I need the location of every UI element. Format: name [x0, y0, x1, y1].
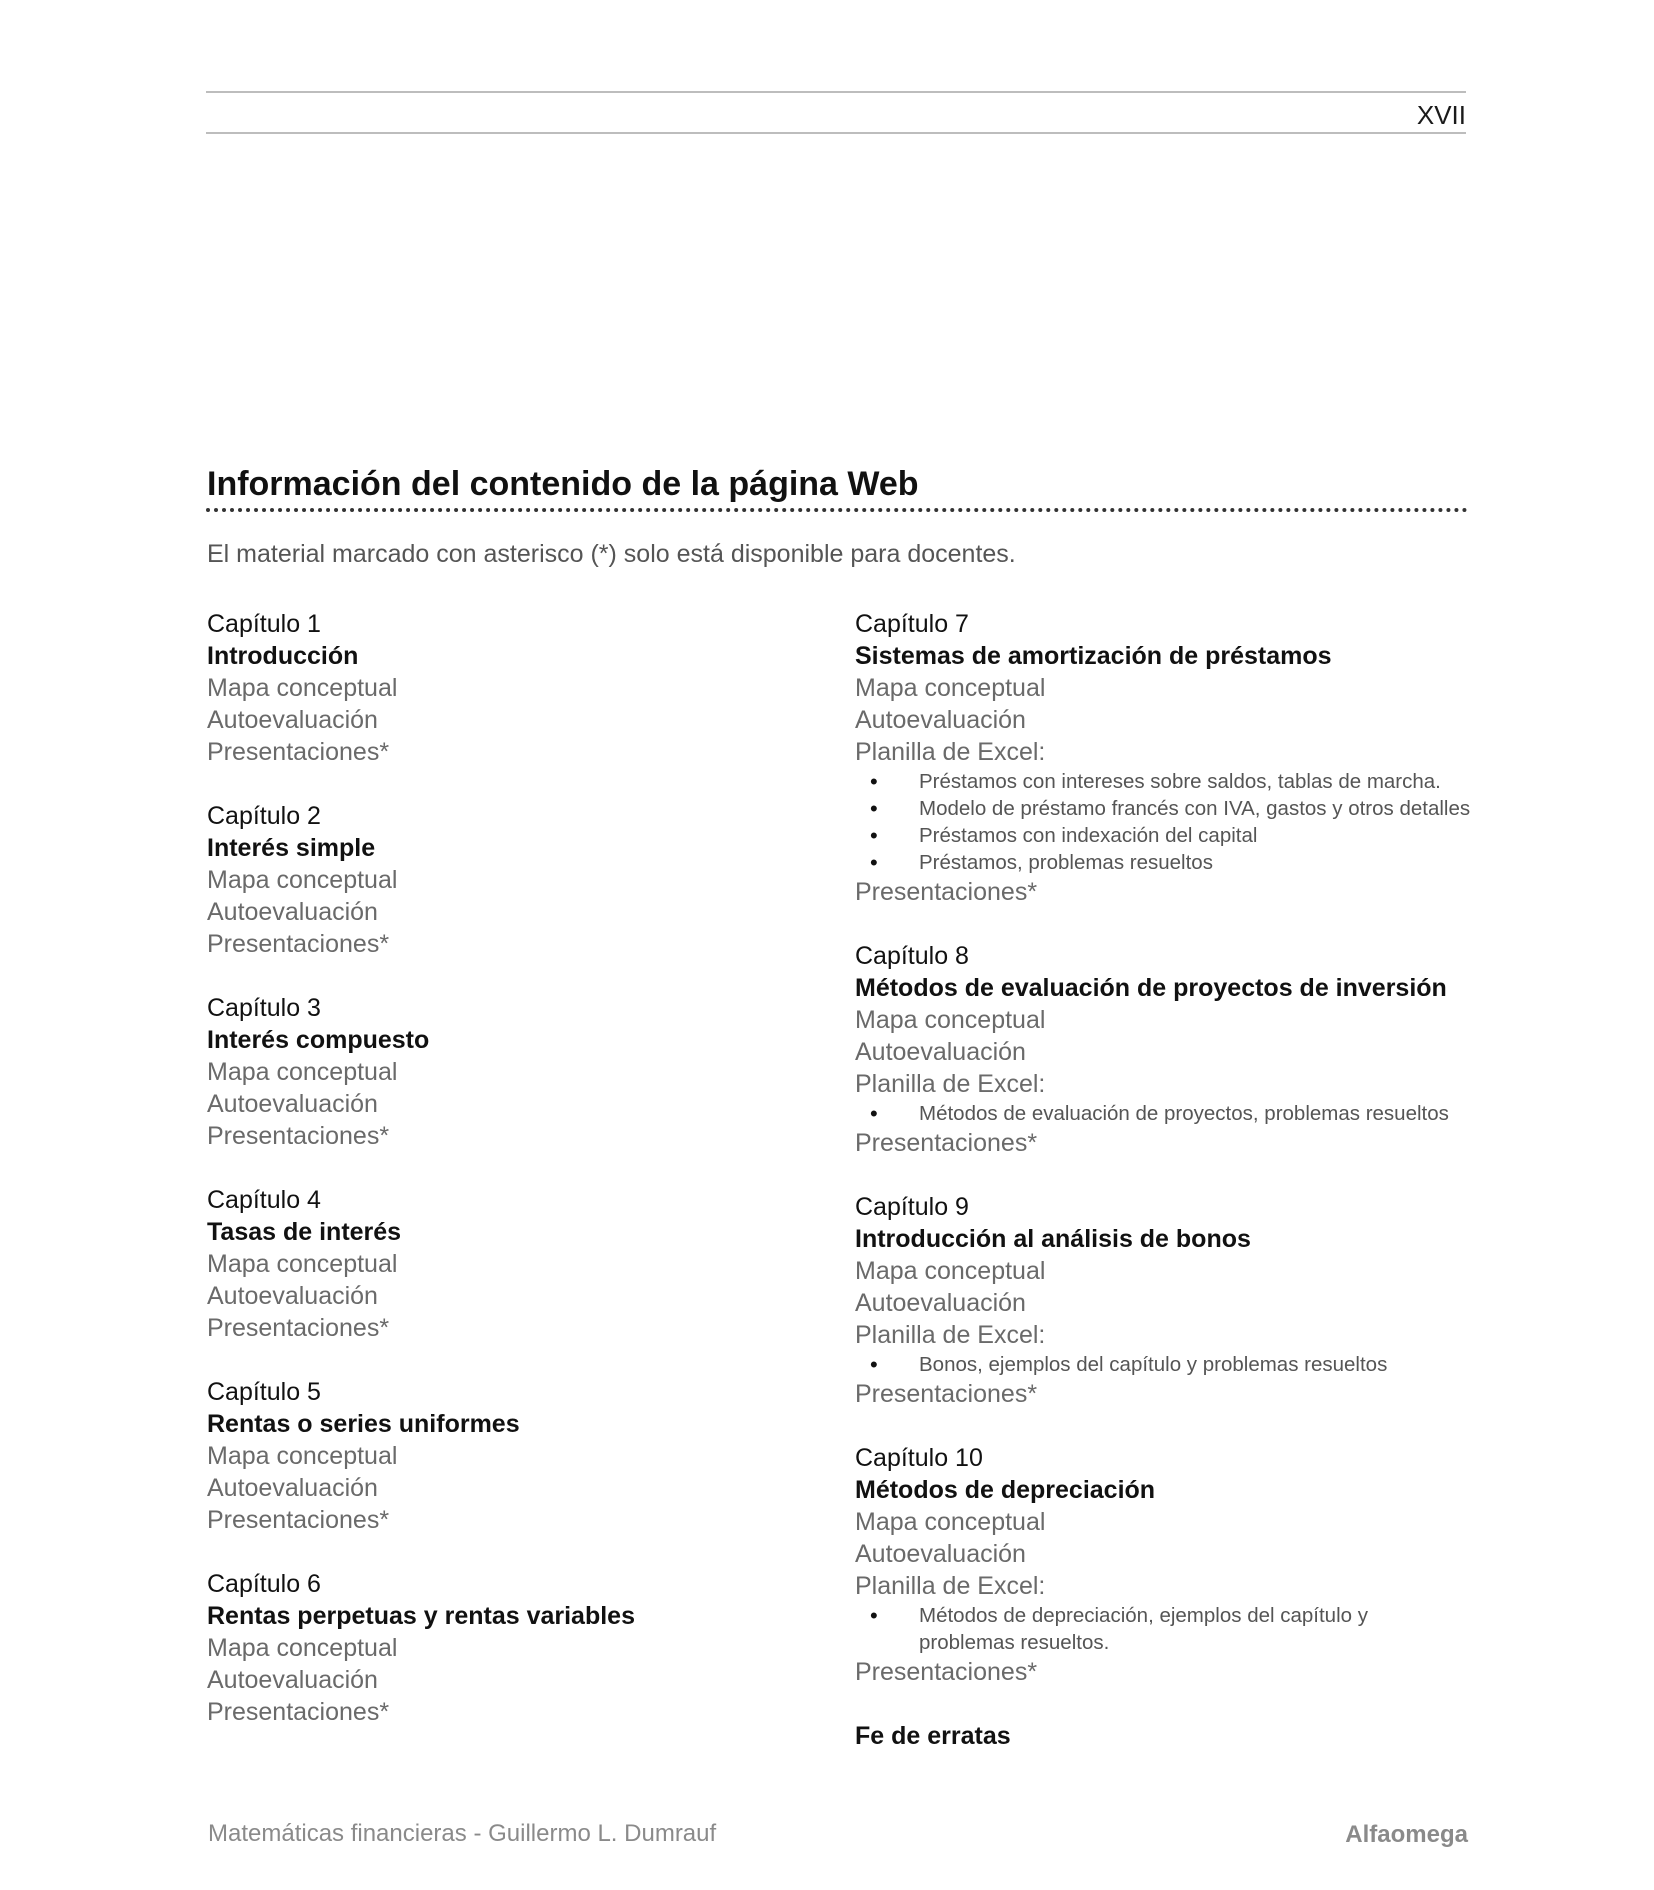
- chapter-number: Capítulo 8: [855, 942, 969, 970]
- chapter-block: [207, 800, 807, 960]
- bullet-text: Modelo de préstamo francés con IVA, gastos y otros detalles: [919, 797, 1471, 820]
- header-rule-bottom: [206, 132, 1466, 134]
- resource-item[interactable]: Presentaciones*: [207, 1506, 390, 1534]
- resource-item[interactable]: Mapa conceptual: [207, 1058, 398, 1086]
- resource-item[interactable]: Planilla de Excel:: [855, 1321, 1046, 1349]
- chapter-title: Rentas perpetuas y rentas variables: [207, 1602, 635, 1630]
- resource-item[interactable]: Presentaciones*: [855, 878, 1038, 906]
- chapter-number: Capítulo 9: [855, 1193, 969, 1221]
- chapter-number: Capítulo 2: [207, 802, 321, 830]
- chapter-number: Capítulo 4: [207, 1186, 321, 1214]
- intro-note: El material marcado con asterisco (*) solo está disponible para docentes.: [207, 540, 1016, 568]
- bullet-icon: •: [870, 769, 878, 794]
- left-column: [207, 608, 807, 1760]
- resource-item[interactable]: Autoevaluación: [855, 706, 1026, 734]
- chapter-number: Capítulo 3: [207, 994, 321, 1022]
- resource-item[interactable]: Autoevaluación: [207, 706, 378, 734]
- chapter-number: Capítulo 1: [207, 610, 321, 638]
- resource-item[interactable]: Mapa conceptual: [207, 1634, 398, 1662]
- excel-bullet-item[interactable]: [855, 768, 1475, 795]
- chapter-block: [855, 1191, 1475, 1410]
- resource-item[interactable]: Presentaciones*: [855, 1129, 1038, 1157]
- chapter-block: [207, 608, 807, 768]
- bullet-icon: •: [870, 1101, 878, 1126]
- excel-bullet-list: [855, 1100, 1475, 1127]
- bullet-icon: •: [870, 1352, 878, 1377]
- resource-item[interactable]: Autoevaluación: [207, 1282, 378, 1310]
- bullet-icon: •: [870, 1603, 878, 1628]
- chapter-title: Rentas o series uniformes: [207, 1410, 520, 1438]
- excel-bullet-list: [855, 768, 1475, 876]
- chapter-block: [855, 940, 1475, 1159]
- bullet-icon: •: [870, 823, 878, 848]
- chapter-number: Capítulo 10: [855, 1444, 983, 1472]
- resource-item[interactable]: Presentaciones*: [207, 738, 390, 766]
- bullet-text: Métodos de evaluación de proyectos, problemas resueltos: [919, 1102, 1449, 1125]
- excel-bullet-item[interactable]: [855, 795, 1475, 822]
- bullet-text: Préstamos con intereses sobre saldos, tablas de marcha.: [919, 770, 1441, 793]
- bullet-text: Préstamos con indexación del capital: [919, 824, 1258, 847]
- errata-link[interactable]: Fe de erratas: [855, 1722, 1011, 1750]
- excel-bullet-list: [855, 1351, 1475, 1378]
- bullet-icon: •: [870, 850, 878, 875]
- resource-item[interactable]: Autoevaluación: [207, 1090, 378, 1118]
- excel-bullet-item[interactable]: [855, 822, 1475, 849]
- chapter-number: Capítulo 5: [207, 1378, 321, 1406]
- resource-item[interactable]: Autoevaluación: [855, 1540, 1026, 1568]
- resource-item[interactable]: Autoevaluación: [207, 1666, 378, 1694]
- chapter-block: [207, 1568, 807, 1728]
- chapter-number: Capítulo 6: [207, 1570, 321, 1598]
- chapter-title: Introducción al análisis de bonos: [855, 1225, 1251, 1253]
- resource-item[interactable]: Autoevaluación: [207, 1474, 378, 1502]
- bullet-text: Métodos de depreciación, ejemplos del capítulo y problemas resueltos.: [919, 1604, 1368, 1654]
- bullet-icon: •: [870, 796, 878, 821]
- footer-publisher: Alfaomega: [1345, 1821, 1468, 1848]
- resource-item[interactable]: Presentaciones*: [855, 1658, 1038, 1686]
- resource-item[interactable]: Presentaciones*: [855, 1380, 1038, 1408]
- title-dotted-underline: [206, 508, 1468, 512]
- resource-item[interactable]: Presentaciones*: [207, 1314, 390, 1342]
- chapter-block: [207, 1184, 807, 1344]
- resource-item[interactable]: Planilla de Excel:: [855, 738, 1046, 766]
- resource-item[interactable]: Presentaciones*: [207, 1698, 390, 1726]
- resource-item[interactable]: Autoevaluación: [207, 898, 378, 926]
- chapter-title: Sistemas de amortización de préstamos: [855, 642, 1332, 670]
- resource-item[interactable]: Planilla de Excel:: [855, 1070, 1046, 1098]
- footer-book-title: Matemáticas financieras - Guillermo L. Dumrauf: [208, 1820, 717, 1847]
- chapter-title: Interés compuesto: [207, 1026, 430, 1054]
- resource-item[interactable]: Mapa conceptual: [207, 674, 398, 702]
- resource-item[interactable]: Mapa conceptual: [855, 1257, 1046, 1285]
- resource-item[interactable]: Planilla de Excel:: [855, 1572, 1046, 1600]
- chapter-title: Métodos de evaluación de proyectos de inversión: [855, 974, 1447, 1002]
- resource-item[interactable]: Mapa conceptual: [855, 674, 1046, 702]
- excel-bullet-item[interactable]: [855, 1100, 1475, 1127]
- section-title: Información del contenido de la página Web: [207, 465, 919, 503]
- excel-bullet-item[interactable]: [855, 1351, 1475, 1378]
- bullet-text: Préstamos, problemas resueltos: [919, 851, 1213, 874]
- chapter-block: [207, 992, 807, 1152]
- chapter-title: Métodos de depreciación: [855, 1476, 1156, 1504]
- resource-item[interactable]: Mapa conceptual: [207, 1250, 398, 1278]
- resource-item[interactable]: Mapa conceptual: [207, 1442, 398, 1470]
- resource-item[interactable]: Autoevaluación: [855, 1038, 1026, 1066]
- chapter-title: Tasas de interés: [207, 1218, 402, 1246]
- excel-bullet-list: [855, 1602, 1475, 1656]
- chapter-title: Interés simple: [207, 834, 376, 862]
- resource-item[interactable]: Presentaciones*: [207, 930, 390, 958]
- chapter-block: [207, 1376, 807, 1536]
- resource-item[interactable]: Autoevaluación: [855, 1289, 1026, 1317]
- right-chapter-list: [855, 608, 1475, 1688]
- page-number: XVII: [1416, 100, 1466, 130]
- chapter-block: [855, 608, 1475, 908]
- chapter-title: Introducción: [207, 642, 359, 670]
- resource-item[interactable]: Presentaciones*: [207, 1122, 390, 1150]
- bullet-text: Bonos, ejemplos del capítulo y problemas resueltos: [919, 1353, 1388, 1376]
- header-rule-top: [206, 91, 1466, 93]
- resource-item[interactable]: Mapa conceptual: [207, 866, 398, 894]
- resource-item[interactable]: Mapa conceptual: [855, 1508, 1046, 1536]
- chapter-number: Capítulo 7: [855, 610, 969, 638]
- excel-bullet-item[interactable]: [855, 849, 1475, 876]
- resource-item[interactable]: Mapa conceptual: [855, 1006, 1046, 1034]
- chapter-block: [855, 1442, 1475, 1688]
- right-column: [855, 608, 1475, 1752]
- excel-bullet-item[interactable]: [855, 1602, 1439, 1656]
